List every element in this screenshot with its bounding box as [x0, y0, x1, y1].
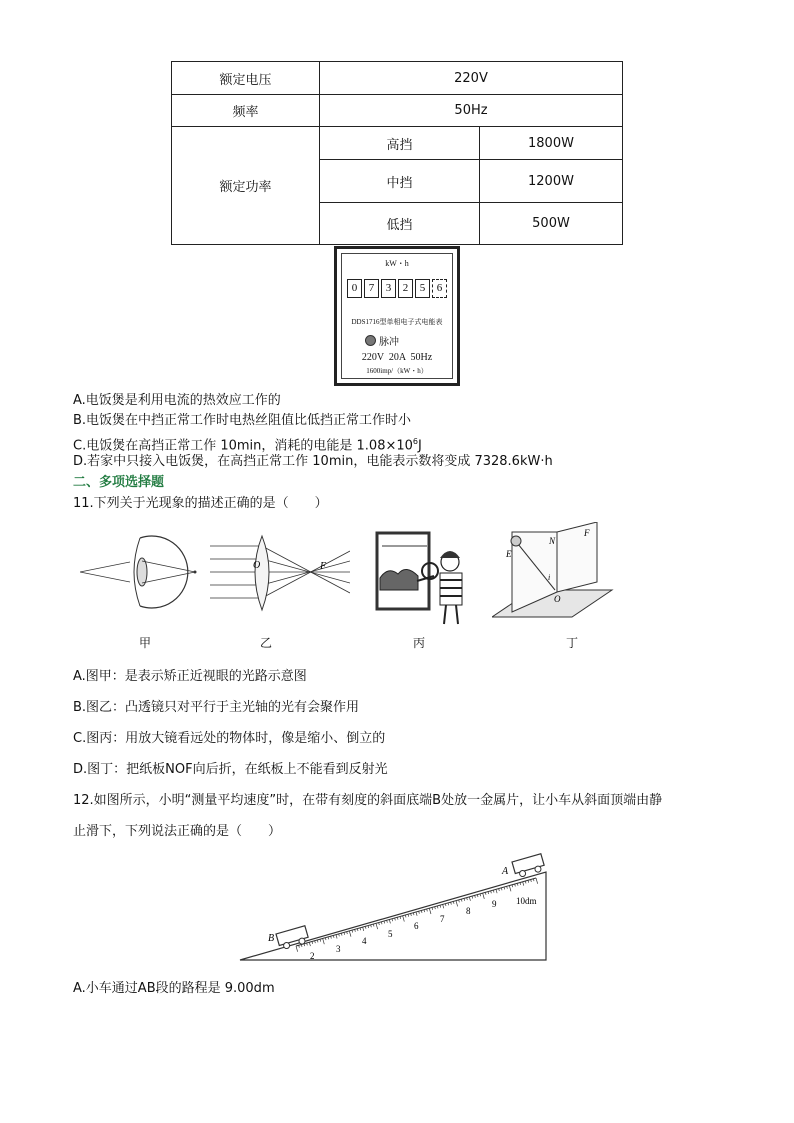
ruler-tick — [437, 906, 438, 908]
ruler-tick — [389, 920, 390, 924]
meter-digit: 6 — [432, 279, 447, 298]
meter-model: DDS1716型单相电子式电能表 — [351, 318, 443, 326]
q11-option-a: A.图甲：是表示矫正近视眼的光路示意图 — [73, 669, 307, 684]
caption-jia: 甲 — [138, 636, 151, 650]
q11-option-c: C.图丙：用放大镜看远处的物体时，像是缩小、倒立的 — [73, 731, 386, 746]
ruler-tick — [459, 900, 460, 902]
ruler-tick — [432, 907, 433, 909]
ruler-tick — [528, 880, 529, 882]
q12-option-a: A.小车通过AB段的路程是 9.00dm — [73, 981, 275, 996]
meter-digit: 5 — [415, 279, 430, 298]
ruler-tick — [504, 887, 505, 889]
ruler-tick — [355, 929, 356, 931]
voltage-label: 额定电压 — [172, 62, 320, 95]
lens-label-o: O — [253, 560, 261, 571]
ruler-tick — [493, 890, 494, 892]
q10-option-b: B.电饭煲在中挡正常工作时电热丝阻值比低挡正常工作时小 — [73, 413, 412, 428]
ruler-tick — [299, 945, 300, 947]
meter-digit: 7 — [364, 279, 379, 298]
ruler-tick — [525, 881, 526, 883]
ruler-tick — [445, 904, 446, 906]
ruler-tick-label: 4 — [362, 936, 367, 946]
ruler-tick-label: 7 — [440, 914, 445, 924]
board-label-o: O — [554, 594, 561, 604]
ruler-tick — [376, 923, 378, 929]
ruler-tick — [301, 944, 302, 946]
meter-pulse — [365, 333, 399, 348]
ruler-tick — [368, 926, 369, 928]
ruler-tick — [456, 901, 458, 907]
ruler-tick — [435, 907, 436, 909]
caption-yi: 乙 — [259, 636, 272, 650]
ruler-tick — [496, 889, 497, 893]
ruler-tick — [363, 927, 364, 931]
reflection-figure — [492, 522, 622, 632]
q10-option-a: A.电饭煲是利用电流的热效应工作的 — [73, 393, 281, 408]
q10-option-c-unit: J — [418, 438, 422, 454]
board-label-n: N — [549, 536, 556, 546]
frequency-label: 频率 — [172, 95, 320, 127]
ruler-tick — [531, 880, 532, 882]
ruler-tick — [469, 897, 470, 901]
meter-digits — [347, 279, 449, 298]
ruler-tick — [395, 918, 396, 920]
ruler-tick — [331, 936, 332, 938]
ruler-tick — [477, 895, 478, 897]
ruler-tick — [357, 929, 358, 931]
caption-ding: 丁 — [565, 636, 578, 650]
ruler-tick — [384, 921, 385, 923]
ruler-tick — [344, 932, 345, 934]
ruler-tick-label: 8 — [466, 906, 471, 916]
ruler-tick — [360, 928, 361, 930]
q10-option-c — [73, 433, 422, 455]
ruler-tick — [387, 920, 388, 922]
ruler-tick — [416, 912, 417, 916]
spec-table — [171, 61, 623, 245]
cart-at-a — [512, 854, 546, 879]
ruler-tick — [488, 892, 489, 894]
ruler-tick-label: 5 — [388, 929, 393, 939]
point-a-label: A — [502, 866, 509, 877]
ruler-tick — [520, 883, 521, 885]
ruler-tick — [515, 884, 516, 886]
ruler-tick — [296, 946, 298, 952]
ruler-tick — [365, 926, 366, 928]
power-label: 额定功率 — [172, 127, 320, 245]
ruler-tick — [315, 941, 316, 943]
ruler-tick — [429, 908, 431, 914]
ruler-tick — [507, 886, 508, 888]
q11-option-d: D.图丁：把纸板NOF向后折，在纸板上不能看到反射光 — [73, 762, 388, 777]
voltage-value: 220V — [320, 62, 623, 95]
board-label-e: E — [506, 549, 512, 559]
ruler-tick — [405, 915, 406, 917]
board-label-i: i — [548, 573, 551, 582]
ruler-tick — [440, 905, 441, 907]
level-name: 低挡 — [320, 203, 480, 245]
ruler-tick — [419, 911, 420, 913]
level-name: 高挡 — [320, 127, 480, 160]
ruler-tick — [475, 895, 476, 897]
ruler-tick — [325, 938, 326, 940]
ruler-tick — [309, 942, 310, 946]
ruler-tick — [512, 885, 513, 887]
level-value: 1800W — [480, 127, 623, 160]
ruler-tick — [483, 893, 485, 899]
ruler-tick — [448, 903, 449, 905]
ruler-tick-label: 10dm — [516, 896, 537, 906]
ruler-tick — [480, 894, 481, 896]
ruler-tick — [413, 913, 414, 915]
ruler-tick-label: 3 — [336, 944, 341, 954]
ruler-tick — [341, 933, 342, 935]
ruler-tick — [381, 922, 382, 924]
ruler-ticks — [296, 878, 538, 952]
ruler-tick — [403, 916, 405, 922]
ruler-tick — [379, 923, 380, 925]
incline-figure — [236, 852, 556, 964]
ruler-tick — [397, 917, 398, 919]
ruler-tick — [424, 910, 425, 912]
ruler-tick — [347, 932, 348, 934]
q10-option-d: D.若家中只接入电饭煲，在高挡正常工作 10min，电能表示数将变成 7328.6kW·h — [73, 454, 553, 469]
pulse-light-icon — [365, 335, 376, 346]
q11-option-b: B.图乙：凸透镜只对平行于主光轴的光有会聚作用 — [73, 700, 360, 715]
lens-label-f: F — [320, 561, 327, 572]
ruler-tick — [307, 943, 308, 945]
meter-digit: 2 — [398, 279, 413, 298]
lens-figure — [210, 536, 350, 610]
ruler-tick — [461, 899, 462, 901]
caption-bing: 丙 — [412, 636, 425, 650]
level-value: 1200W — [480, 160, 623, 203]
meter-rating: 220V 20A 50Hz — [361, 352, 433, 363]
eye-figure — [80, 536, 197, 608]
ruler-tick — [312, 941, 313, 943]
board-label-f: F — [584, 528, 590, 538]
q10-option-c-exp: 6 — [412, 437, 419, 446]
ruler-tick-label: 9 — [492, 899, 497, 909]
ruler-tick — [467, 898, 468, 900]
ruler-tick — [328, 937, 329, 939]
pulse-label: 脉冲 — [379, 337, 399, 348]
ruler-tick — [421, 910, 422, 912]
ruler-tick — [400, 917, 401, 919]
ruler-tick — [336, 935, 337, 939]
ruler-tick-label: 2 — [310, 951, 315, 961]
ruler-tick — [427, 909, 428, 911]
q11-figures-left — [80, 528, 350, 628]
level-name: 中挡 — [320, 160, 480, 203]
ruler-tick — [453, 901, 454, 903]
q10-option-c-text: C.电饭煲在高挡正常工作 10min，消耗的电能是 1.08×10 — [73, 438, 413, 454]
ruler-tick — [317, 940, 318, 942]
point-b-label: B — [268, 933, 275, 944]
energy-meter — [334, 246, 460, 386]
magnifier-figure — [372, 528, 472, 628]
ruler-tick — [373, 924, 374, 926]
q12-stem-line2: 止滑下，下列说法正确的是（ ） — [73, 824, 282, 839]
ruler-tick — [517, 883, 518, 885]
ruler-tick — [472, 896, 473, 898]
ruler-tick — [349, 931, 351, 937]
meter-constant: 1600imp/（kW・h） — [366, 367, 428, 375]
ruler-tick — [333, 935, 334, 937]
ruler-tick — [464, 898, 465, 900]
meter-digit: 3 — [381, 279, 396, 298]
ruler-tick — [408, 914, 409, 916]
ruler-tick — [523, 882, 524, 886]
section-title: 二、多项选择题 — [73, 475, 165, 490]
ruler-tick — [501, 888, 502, 890]
ruler-tick — [323, 938, 325, 944]
ruler-tick — [392, 919, 393, 921]
ruler-tick — [339, 934, 340, 936]
ruler-tick — [536, 878, 538, 884]
q12-stem-line1: 12.如图所示，小明“测量平均速度”时，在带有刻度的斜面底端B处放一金属片，让小车从斜面顶端由静 — [73, 793, 663, 808]
meter-digit: 0 — [347, 279, 362, 298]
ruler-tick — [491, 891, 492, 893]
q11-stem: 11.下列关于光现象的描述正确的是（ ） — [73, 496, 328, 511]
ruler-tick — [443, 904, 444, 908]
ruler-tick — [509, 886, 511, 892]
ruler-tick — [371, 925, 372, 927]
ruler-tick — [411, 914, 412, 916]
ruler-tick — [533, 879, 534, 881]
ruler-tick-label: 6 — [414, 921, 419, 931]
ruler-tick — [352, 930, 353, 932]
ruler-tick — [320, 939, 321, 941]
level-value: 500W — [480, 203, 623, 245]
ruler-tick — [485, 892, 486, 894]
ruler-tick — [451, 902, 452, 904]
ruler-tick — [499, 889, 500, 891]
frequency-value: 50Hz — [320, 95, 623, 127]
meter-unit: kW・h — [385, 259, 409, 268]
ruler-tick — [304, 944, 305, 946]
cart-at-b — [276, 926, 310, 951]
